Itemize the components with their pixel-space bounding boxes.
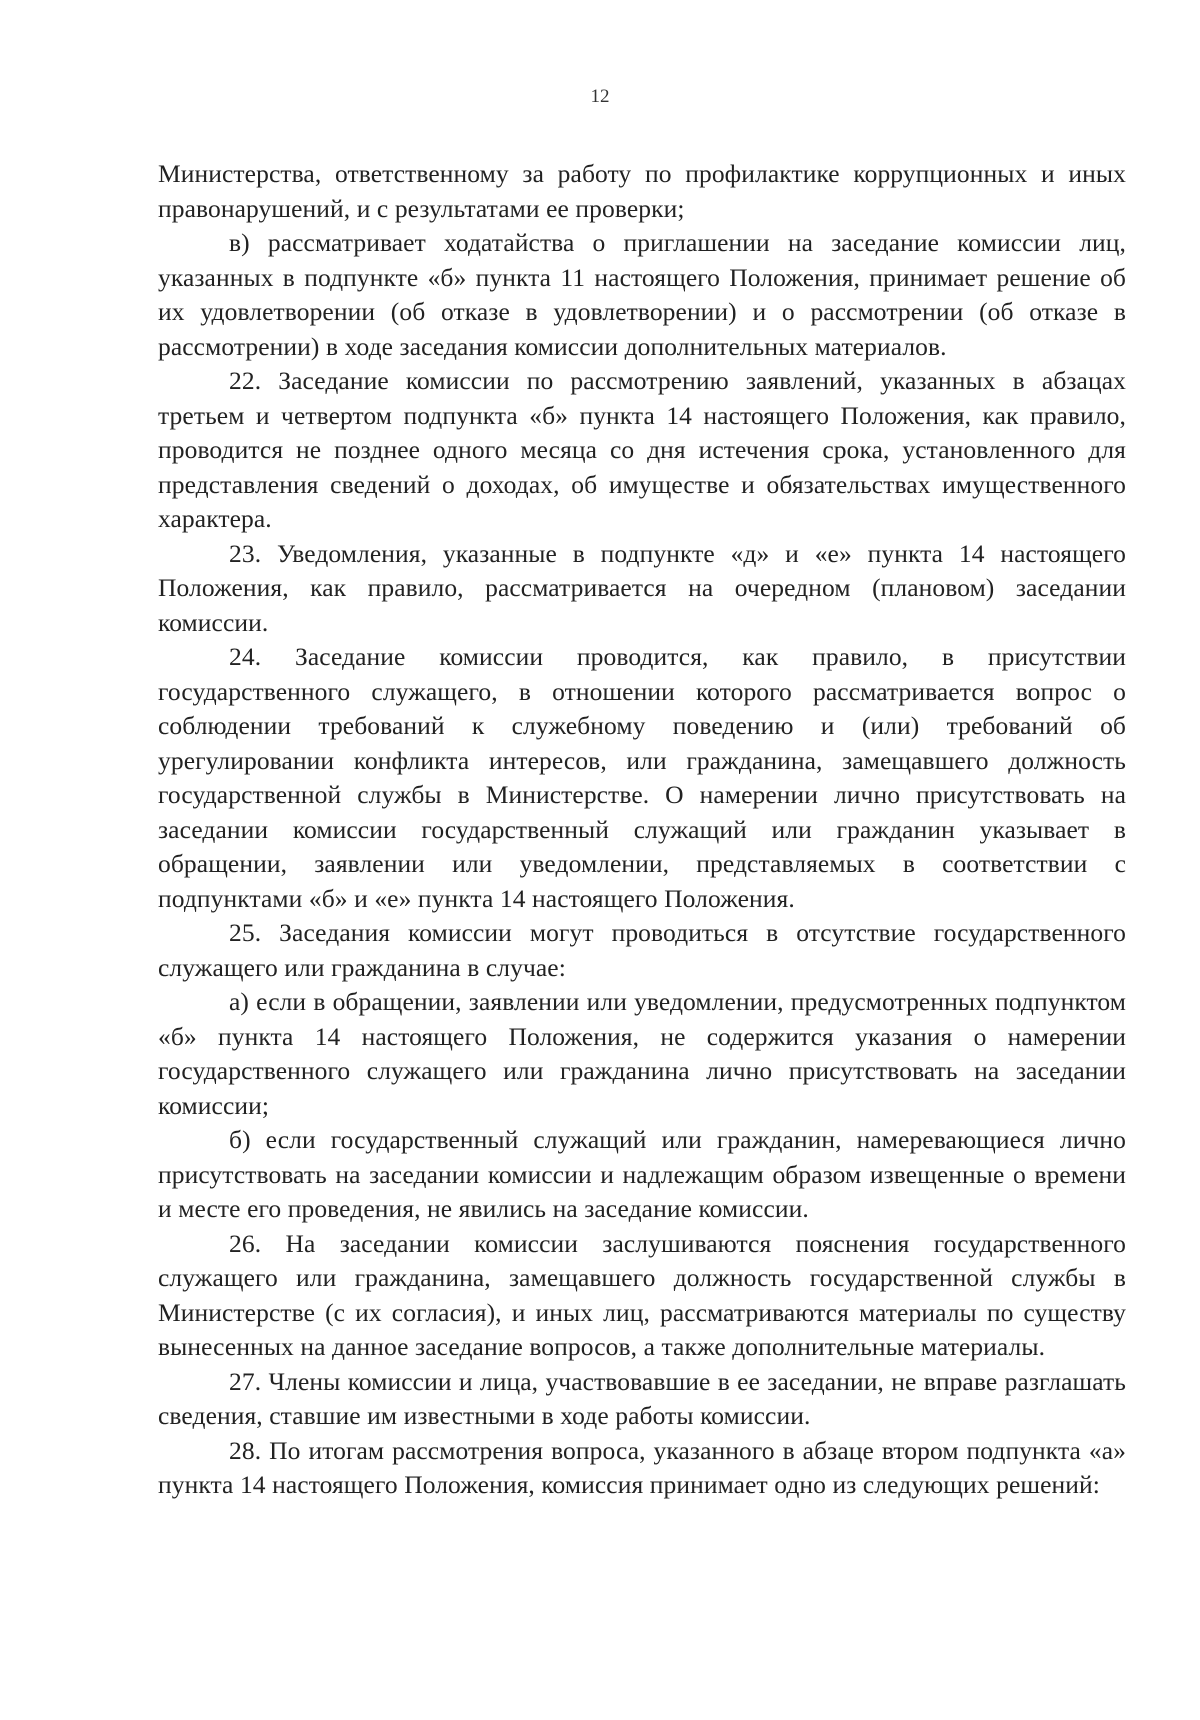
paragraph-25-item-a: а) если в обращении, заявлении или уведомлении, предусмотренных подпунктом «б» пункта 14 настоящего Положения, не содержится указания о намерении государственного служащего или гражданина лично присутствовать на заседании комиссии; — [158, 987, 1126, 1120]
paragraph-23: 23. Уведомления, указанные в подпункте «д» и «е» пункта 14 настоящего Положения, как правило, рассматривается на очередном (плановом) заседании комиссии. — [158, 538, 1126, 637]
document-body — [158, 157, 1126, 1503]
paragraph-continuation: Министерства, ответственному за работу по профилактике коррупционных и иных правонарушений, и с результатами ее проверки; — [158, 159, 1126, 223]
paragraph-27: 27. Члены комиссии и лица, участвовавшие в ее заседании, не вправе разглашать сведения, ставшие им известными в ходе работы комиссии. — [158, 1366, 1126, 1430]
paragraph-25: 25. Заседания комиссии могут проводиться в отсутствие государственного служащего или гражданина в случае: — [158, 918, 1126, 982]
paragraph-22: 22. Заседание комиссии по рассмотрению заявлений, указанных в абзацах третьем и четвертом подпункта «б» пункта 14 настоящего Положения, как правило, проводится не позднее одного месяца со дня истечения срока, установленного для представления сведений о доходах, об имуществе и обязательствах имущественного характера. — [158, 366, 1126, 533]
paragraph-26: 26. На заседании комиссии заслушиваются пояснения государственного служащего или гражданина, замещавшего должность государственной службы в Министерстве (с их согласия), и иных лиц, рассматриваются материалы по существу вынесенных на данное заседание вопросов, а также дополнительные материалы. — [158, 1228, 1126, 1361]
page-number: 12 — [590, 86, 610, 107]
paragraph-28: 28. По итогам рассмотрения вопроса, указанного в абзаце втором подпункта «а» пункта 14 настоящего Положения, комиссия принимает одно из следующих решений: — [158, 1435, 1126, 1499]
paragraph-24: 24. Заседание комиссии проводится, как правило, в присутствии государственного служащего, в отношении которого рассматривается вопрос о соблюдении требований к служебному поведению и (или) требований об урегулировании конфликта интересов, или гражданина, замещавшего должность государственной службы в Министерстве. О намерении лично присутствовать на заседании комиссии государственный служащий или гражданин указывает в обращении, заявлении или уведомлении, представляемых в соответствии с подпунктами «б» и «е» пункта 14 настоящего Положения. — [158, 642, 1126, 913]
paragraph-25-item-b: б) если государственный служащий или гражданин, намеревающиеся лично присутствовать на заседании комиссии и надлежащим образом извещенные о времени и месте его проведения, не явились на заседание комиссии. — [158, 1125, 1126, 1223]
paragraph-item-v: в) рассматривает ходатайства о приглашении на заседание комиссии лиц, указанных в подпункте «б» пункта 11 настоящего Положения, принимает решение об их удовлетворении (об отказе в удовлетворении) и о рассмотрении (об отказе в рассмотрении) в ходе заседания комиссии дополнительных материалов. — [158, 228, 1126, 361]
